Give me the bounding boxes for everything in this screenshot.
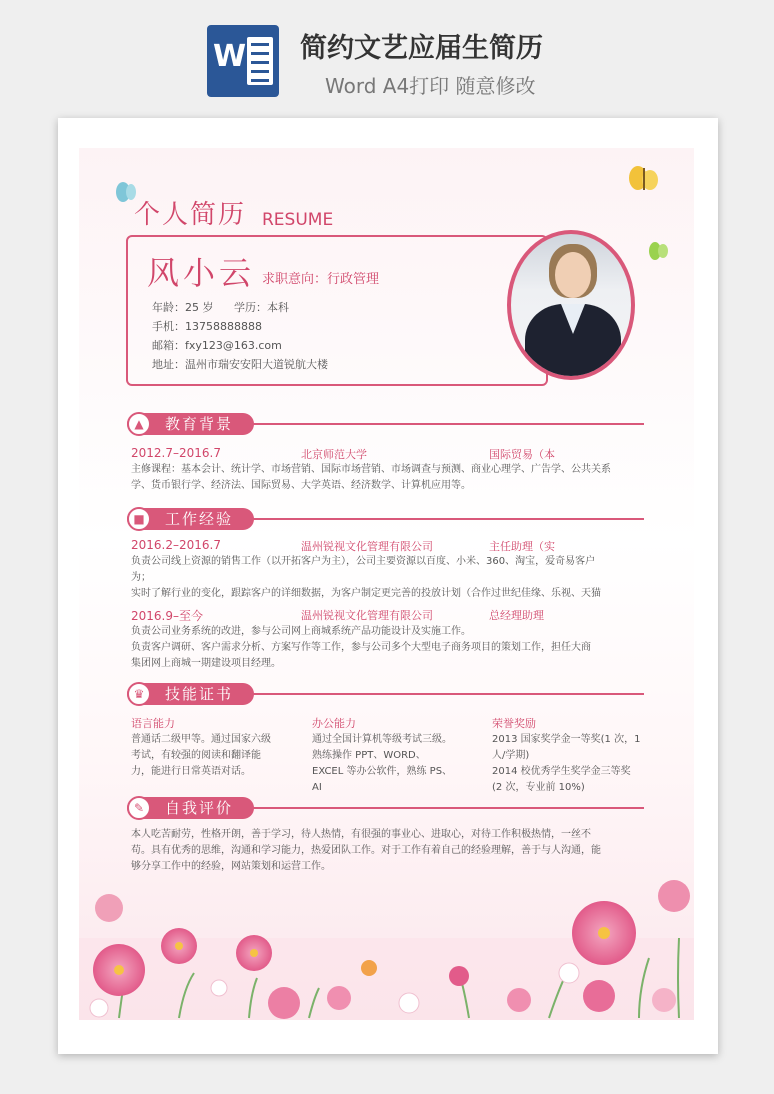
butterfly-icon <box>647 240 671 262</box>
section-skills-title: 技能证书 <box>127 683 254 705</box>
self-evaluation-line: 本人吃苦耐劳，性格开朗，善于学习，待人热情，有很强的事业心、进取心，对待工作积极热情，一丝不 <box>131 829 591 840</box>
flower-decoration <box>79 878 694 1020</box>
page-title: 简约文艺应届生简历 <box>300 33 543 64</box>
resume-paper <box>79 148 694 1020</box>
document-lines-icon <box>247 37 273 85</box>
resume-title-en: RESUME <box>262 210 334 230</box>
job1-date: 2016.2–2016.7 <box>131 538 221 552</box>
education-major: 国际贸易（本 <box>489 448 555 461</box>
skills-language-line: 力，能进行日常英语对话。 <box>131 766 251 777</box>
word-document-icon <box>207 25 279 97</box>
job2-description-line: 集团网上商城一期建设项目经理。 <box>131 658 281 669</box>
section-self-title: 自我评价 <box>127 797 254 819</box>
skills-honors-line: 人/学期) <box>492 750 530 761</box>
trophy-icon: ♛ <box>127 682 151 706</box>
skills-office-heading: 办公能力 <box>312 717 356 730</box>
email-field: 邮箱：fxy123@163.com <box>152 339 282 352</box>
job1-description-line: 负责公司线上资源的销售工作（以开拓客户为主），公司主要资源以百度、小米、360、淘宝，爱奇易客户 <box>131 556 596 567</box>
resume-title-cn: 个人简历 <box>134 200 247 230</box>
skills-honors-line: (2 次，专业前 10%) <box>492 782 585 793</box>
section-work-title: 工作经验 <box>127 508 254 530</box>
job1-company: 温州锐视文化管理有限公司 <box>301 540 433 553</box>
section-divider <box>249 423 644 425</box>
job-intent: 求职意向：行政管理 <box>262 272 380 287</box>
section-divider <box>249 518 644 520</box>
skills-honors-heading: 荣誉奖励 <box>492 717 536 730</box>
skills-office-line: AI <box>312 782 322 793</box>
self-evaluation-line: 苟。具有优秀的思维，沟通和学习能力，热爱团队工作。对于工作有着自己的经验理解，善于与人沟通，能 <box>131 845 601 856</box>
section-education-title: 教育背景 <box>127 413 254 435</box>
job2-date: 2016.9–至今 <box>131 609 203 623</box>
graduation-cap-icon: ▲ <box>127 412 151 436</box>
butterfly-icon <box>627 164 661 194</box>
education-date: 2012.7–2016.7 <box>131 446 221 460</box>
job2-company: 温州锐视文化管理有限公司 <box>301 609 433 622</box>
education-courses-line: 主修课程：基本会计、统计学、市场营销、国际市场营销、市场调查与预测、商业心理学、广告学、公共关系 <box>131 464 611 475</box>
skills-language-heading: 语言能力 <box>131 717 175 730</box>
resume-sheet <box>58 118 718 1054</box>
age-field: 年龄：25 岁 <box>152 301 214 314</box>
job2-position: 总经理助理 <box>489 609 544 622</box>
section-divider <box>249 693 644 695</box>
job1-position: 主任助理（实 <box>489 540 555 553</box>
job2-description-line: 负责公司业务系统的改进，参与公司网上商城系统产品功能设计及实施工作。 <box>131 626 471 637</box>
job2-description-line: 负责客户调研、客户需求分析、方案写作等工作，参与公司多个大型电子商务项目的策划工作，担任大商 <box>131 642 591 653</box>
brush-icon: ✎ <box>127 796 151 820</box>
page-subtitle: Word A4打印 随意修改 <box>325 74 536 98</box>
job1-description-line: 实时了解行业的变化，跟踪客户的详细数据，为客户制定更完善的投放计划（合作过世纪佳缘、乐视、天猫 <box>131 588 601 599</box>
briefcase-icon: ■ <box>127 507 151 531</box>
skills-office-line: EXCEL 等办公软件，熟练 PS、 <box>312 766 453 777</box>
education-courses-line: 学、货币银行学、经济法、国际贸易、大学英语、经济数学、计算机应用等。 <box>131 480 471 491</box>
skills-honors-line: 2013 国家奖学金一等奖(1 次，1 <box>492 734 641 745</box>
profile-photo <box>507 230 635 380</box>
self-evaluation-line: 够分享工作中的经验，网站策划和运营工作。 <box>131 861 331 872</box>
section-divider <box>249 807 644 809</box>
phone-field: 手机：13758888888 <box>152 320 262 333</box>
skills-language-line: 考试，有较强的阅读和翻译能 <box>131 750 261 761</box>
skills-honors-line: 2014 校优秀学生奖学金三等奖 <box>492 766 631 777</box>
skills-office-line: 熟练操作 PPT、WORD、 <box>312 750 426 761</box>
word-letter: W <box>213 39 247 74</box>
job1-description-line: 为； <box>131 572 151 583</box>
candidate-name: 风小云 <box>147 254 256 292</box>
address-field: 地址：温州市瑞安安阳大道锐航大楼 <box>152 358 328 371</box>
skills-office-line: 通过全国计算机等级考试三级。 <box>312 734 452 745</box>
skills-language-line: 普通话二级甲等。通过国家六级 <box>131 734 271 745</box>
education-field: 学历：本科 <box>234 301 289 314</box>
education-school: 北京师范大学 <box>301 448 367 461</box>
